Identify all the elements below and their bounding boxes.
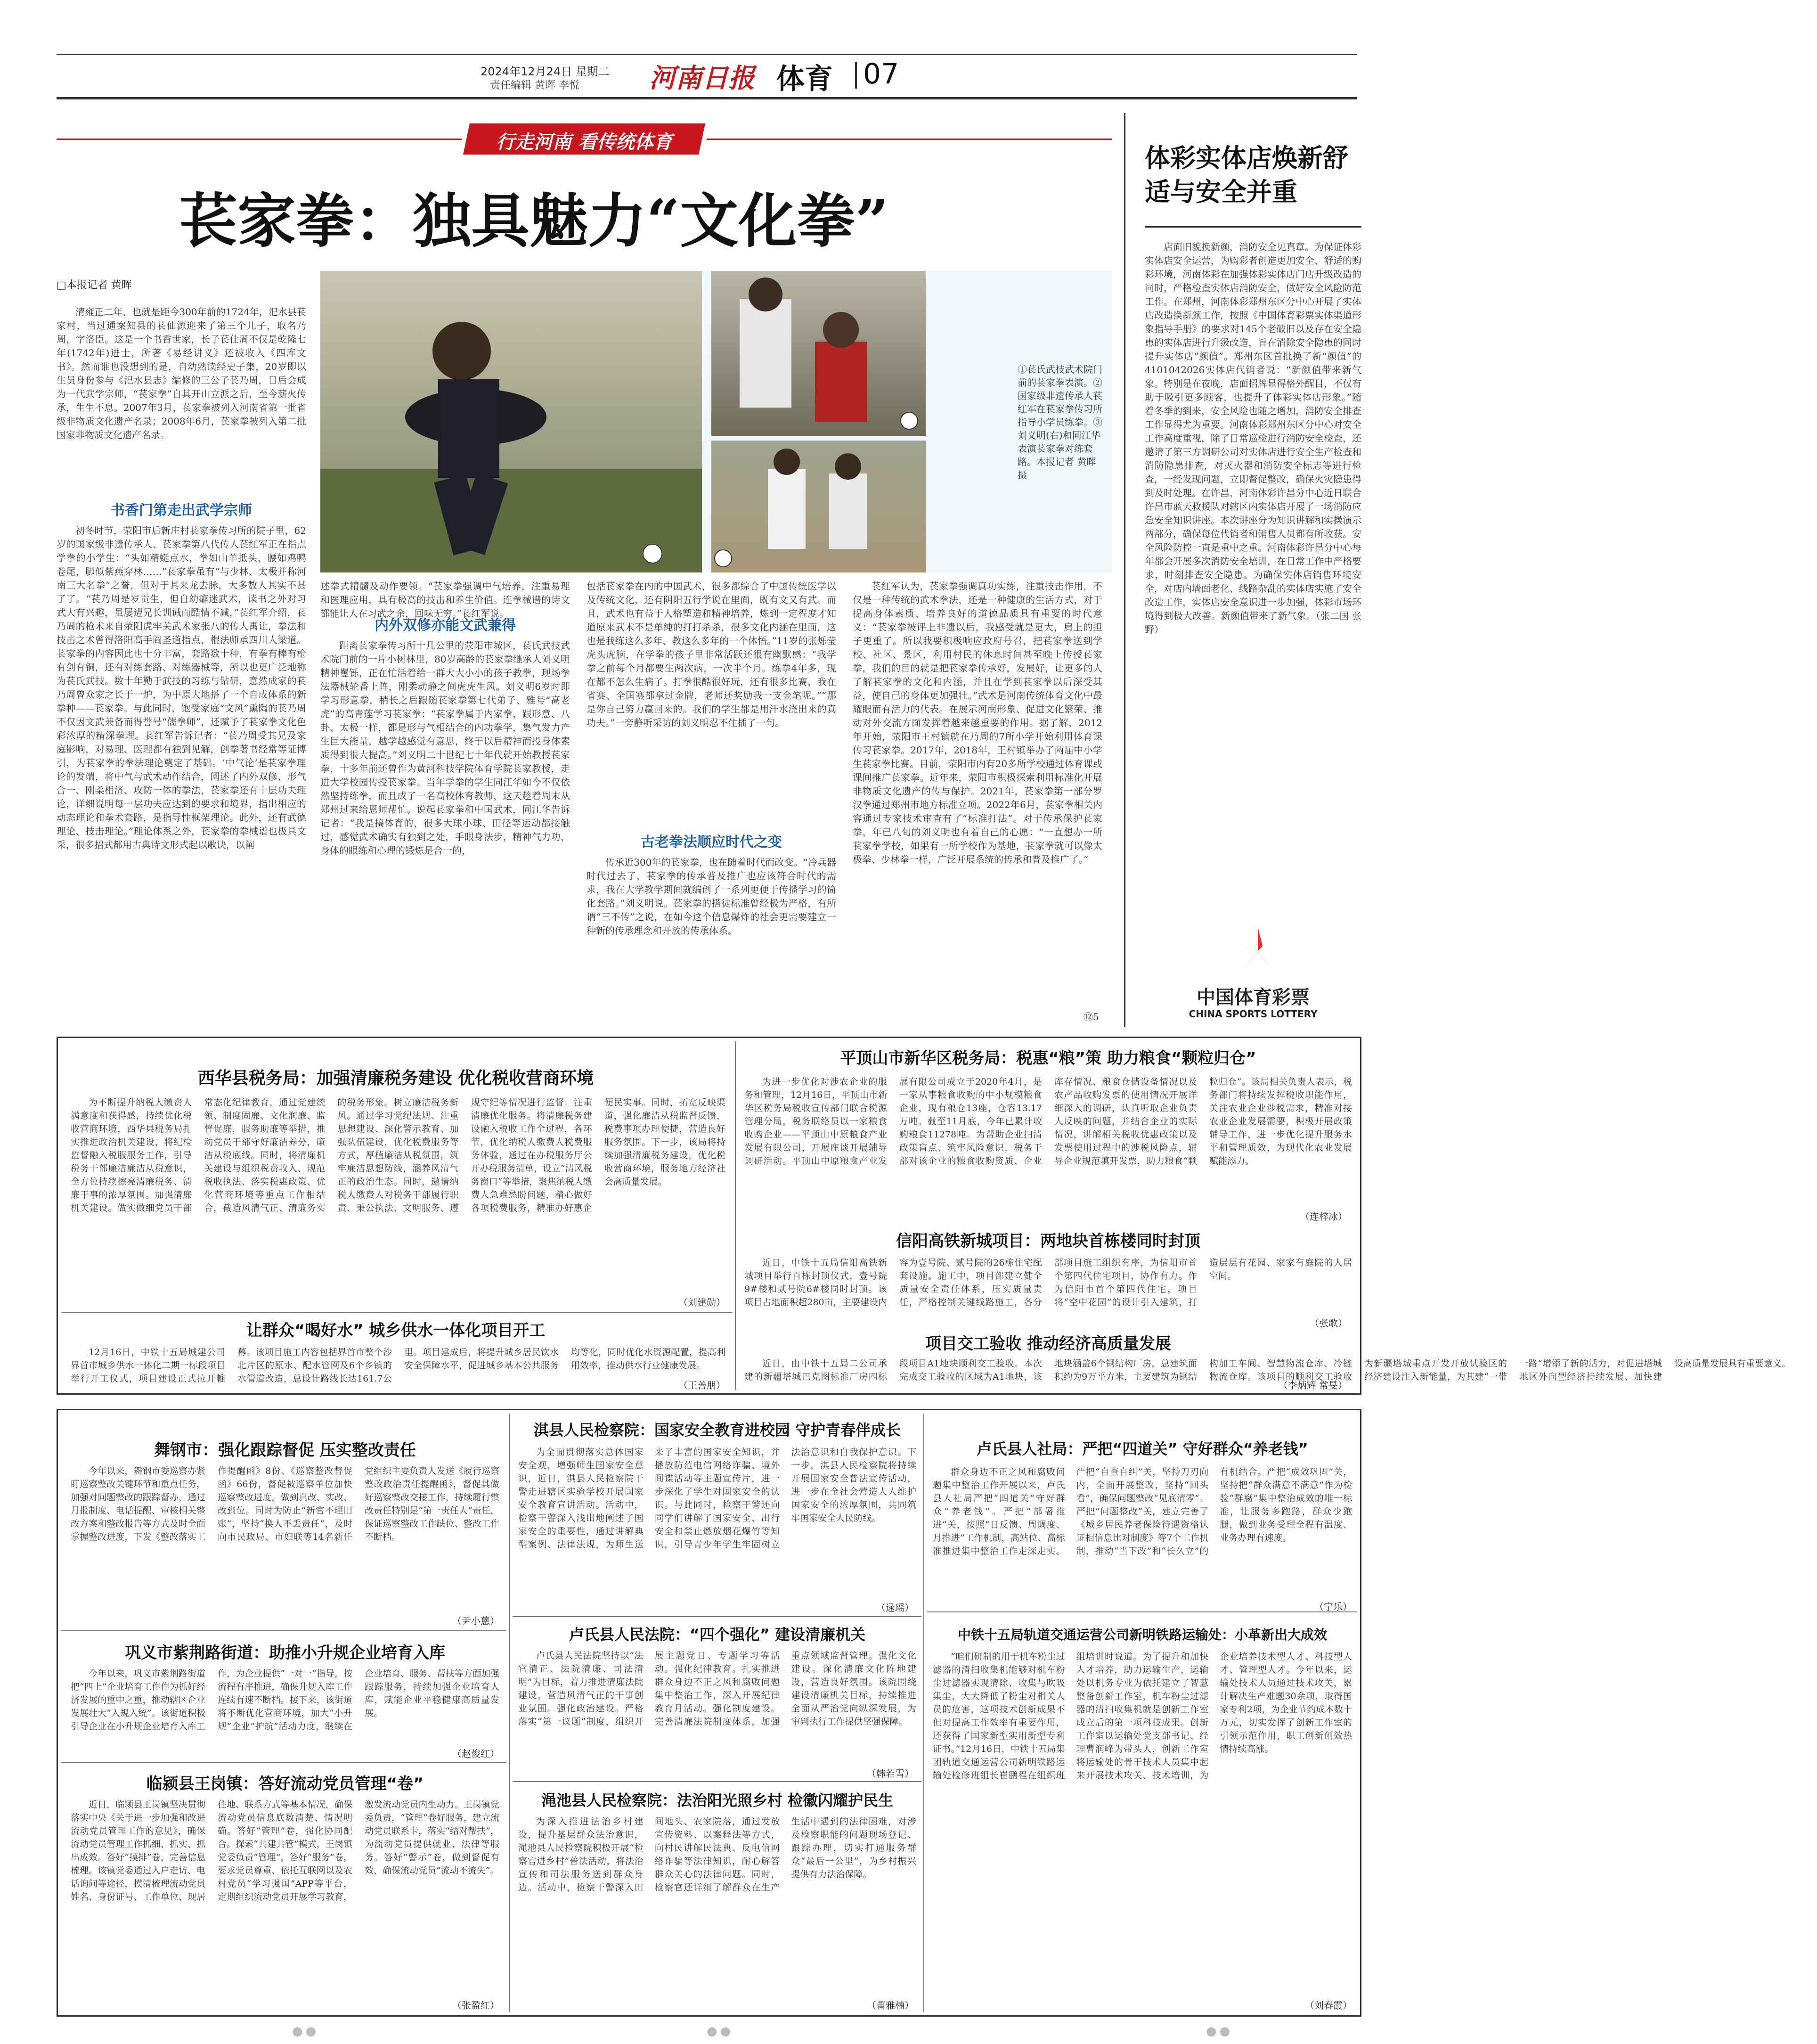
page-number: 07 bbox=[863, 57, 899, 90]
article-lushi-body: 群众身边不正之风和腐败问题集中整治工作开展以来，卢氏县人社局严把“四道关”守好群众“养老钱”。严把“部署推进”关，按照“日反馈、周调度、月推进”工作机制，高站位、高标准推进集中整治工作走深走实。严把“自查自纠”关，坚持刀刃向内，全面开展整改，坚持“回头看”，确保问题整改“见底清零”。严把“问题整改”关，建立完善了《城乡居民养老保险待遇资格认证相信息比对制度》等7个工作机制，推动“当下改”和“长久立”的有机结合。严把“成效巩固”关，坚持把“群众满意不满意”作为检验“群腐”集中整治成效的唯一标准，让服务多跑路，群众少跑腿，做到业务受理全程有温度、业务办理有速度。 bbox=[933, 1467, 1352, 1556]
article-linying-author: （张盈红） bbox=[452, 2000, 499, 2011]
middle-divider-v bbox=[735, 1041, 736, 1390]
footer-dots-left: ●● bbox=[292, 2024, 319, 2038]
article-water-title: 让群众“喝好水” 城乡供水一体化项目开工 bbox=[246, 1321, 546, 1340]
sidebar-title-rule bbox=[1145, 226, 1361, 228]
series-banner-text: 行走河南 看传统体育 bbox=[496, 131, 672, 153]
article-luchi-body: 卢氏县人民法院坚持以“法官清正、法院清廉、司法清明”为目标，着力推进清廉法院建设，营造风清气正的干事创业氛围。强化政治建设。严格落实“第一议题”制度，组织开展主题党日、专题学习等活动。强化纪律教育。扎实推进群众身边不正之风和腐败问题集中整治工作，深入开展纪律教育月活动。强化制度建设。完善清廉法院制度体系，加强重点领域监督管理。强化文化建设。深化清廉文化阵地建设，营造良好氛围。该院围绕建设清廉机关目标，持续推进全面从严治党向纵深发展，为审判执行工作提供坚强保障。 bbox=[518, 1651, 916, 1727]
article-xihua-body: 为不断提升纳税人缴费人满意度和获得感，持续优化税收营商环境，西华县税务局扎实推进政治机关建设，将纪检监督融入税服服务工作，引导税务干部廉洁廉洁从税意识，全方位持续擦亮清廉税务、清廉干事的浓厚氛围。加强清廉机关建设。做实做细党员干部常态化纪律教育，通过党建统领、制度固廉、文化润廉、监督促廉，服务助廉等举措，推动党员干部守好廉洁养分，廉洁从税底线。同时，将清廉机关建设与组织税费收入、规范税收执法、落实税惠政策、优化营商环境等重点工作相结合，截造风清气正、清廉务实的税务形象。树立廉洁税务新风。通过学习党纪法规、注重思想建设、深化警示教育、加强队伍建设，优化税费服务等方式，厚植廉洁从税氛围，筑牢廉洁思想防线，涵养风清气正的政治生态。同时，邀请纳税人缴费人对税务干部履行职责、秉公执法、文明服务、遵规守纪等情况进行监督。注重清廉优化服务。将清廉税务建设融入税收工作全过程，各环节，优化纳税人缴费人税费服务体验，通过在办税服务厅公开办税服务清单，设立“清风税务窗口”等举措，聚焦纳税人缴费人急难愁盼问题，精心做好各项税费服务，精准办好惠企便民实事。同时，拓宽反映渠道，强化廉洁从税监督反馈，税费事项办理便捷，营造良好服务氛围。下一步，该局将持续加强清廉税务建设，优化税收营商环境，服务地方经济社会高质量发展。 bbox=[71, 1097, 725, 1213]
bottom-divider-v1 bbox=[509, 1414, 510, 2012]
main-intro: 清雍正二年，也就是距今300年前的1724年，汜水县苌家村，当过通案知县的苌仙源迎来了第三个儿子，取名乃周，字洛臣。这是一个书香世家，长子苌仕周不仅是乾隆七年(1742年)进士，所著《易经讲义》还被收入《四库文书》。然而谁也没想到的是，自幼熟读经史子集，20岁即以生员身份参与《汜水县志》编修的三公子苌乃周，日后会成为一代武学宗师，“苌家拳”自其开山立派之后，至今薪火传承，生生不息。2007年3月，苌家拳被列入河南省第一批省级非物质文化遗产名录；2008年6月，苌家拳被列入第二批国家非物质文化遗产名录。 bbox=[57, 306, 306, 441]
article-xihua-author: （刘建勋） bbox=[678, 1297, 725, 1308]
section-name: 体育 bbox=[776, 63, 833, 96]
photo-3 bbox=[711, 441, 926, 572]
middle-divider-h bbox=[61, 1312, 733, 1313]
article-luchi-author: （韩若雪） bbox=[867, 1768, 914, 1779]
article-wugang-author: （尹小蒽） bbox=[452, 1615, 499, 1627]
main-byline: □本报记者 黄晖 bbox=[57, 279, 132, 291]
article-luchi-title: 卢氏县人民法院：“四个强化” 建设清廉机关 bbox=[569, 1626, 866, 1643]
main-subheading-2: 内外双修亦能文武兼得 bbox=[375, 617, 516, 634]
section-divider bbox=[855, 62, 857, 89]
article-xihua-title: 西华县税务局：加强清廉税务建设 优化税收营商环境 bbox=[197, 1069, 594, 1088]
bottom-divider-h3 bbox=[513, 1616, 921, 1617]
photo-collage bbox=[320, 271, 1112, 572]
main-subheading-3: 古老拳法顺应时代之变 bbox=[641, 834, 782, 850]
article-xiangmu-author: （李炳辉 常旻） bbox=[1278, 1380, 1347, 1391]
masthead-rule-top bbox=[57, 54, 1357, 55]
footer-dots-right: ●● bbox=[1206, 2024, 1233, 2038]
lottery-logo bbox=[1192, 924, 1324, 980]
article-mianchi-body: 为深入推进法治乡村建设，提升基层群众法治意识，渑池县人民检察院积极开展“检察官进乡村”普法活动，将法治宣传和司法服务送到群众身边。活动中，检察干警深入田间地头、农家院落，通过发放宣传资料、以案释法等方式，向村民讲解民法典、反电信网络诈骗等法律知识，耐心解答群众关心的法律问题。同时，检察官还详细了解群众在生产生活中遇到的法律困难，对涉及检察职能的问题现场登记、跟踪办理，切实打通服务群众“最后一公里”，为乡村振兴提供有力法治保障。 bbox=[518, 1816, 916, 1893]
main-end-mark: ⑫5 bbox=[1084, 1011, 1099, 1022]
banner-rule-left bbox=[57, 139, 462, 140]
article-wugang-body: 今年以来，舞钢市委巡察办紧盯巡察整改关键环节和重点任务，加强对问题整改的跟踪督办，通过月报制度、电话提醒、审核相关整改方案和整改报告等方式及时全面掌握整改进度，下发《整改落实工作提醒函》8份、《巡察整改督促函》66份，督促被巡察单位加快巡察整改进度，做到真改、实改、改到位。同时为防止“新官不理旧账”，坚持“换人不丢责任”，及时向市民政局、市妇联等14名新任党组织主要负责人发送《履行巡察整改政治责任提醒函》，督促其做好巡察整改交接工作，持续履行整改责任特别是“第一责任人”责任，保证巡察整改工作缺位、整改工作不断档。 bbox=[71, 1466, 499, 1542]
photo-captions: ①苌氏武技武术院门前的苌家拳表演。②国家级非遗传承人苌红军在苌家拳传习所指导小学员练拳。③刘义明(右)和同江华表演苌家拳对练套路。本报记者 黄晖 摄 bbox=[1018, 364, 1102, 481]
article-mianchi-author: （曹雅楠） bbox=[867, 2000, 914, 2011]
bottom-divider-h1 bbox=[61, 1630, 506, 1631]
article-xiangmu-body: 近日，由中铁十五局二公司承建的新疆塔城巴克图标准厂房四标段项目A1地块顺利交工验收。本次完成交工验收的区域为A1地块，该地块涵盖6个钢结构厂房，总建筑面积约为9万平方米，主要建筑为钢结构加工车间、智慧物流仓库、冷链物流仓库。该项目的顺利交工验收为新疆塔城重点开发开放试验区的经济建设注入新能量，为其建“一带一路”增添了新的活力，对促进塔城地区外向型经济持续发展、加快建设高质量发展具有重要意义。 bbox=[744, 1358, 1791, 1382]
article-xiangmu-title: 项目交工验收 推动经济高质量发展 bbox=[925, 1334, 1171, 1353]
photo-2 bbox=[711, 271, 926, 436]
footer-dots-center: ●● bbox=[707, 2024, 734, 2038]
article-gongyi-body: 今年以来，巩义市紫荆路街道把“四上”企业培育工作作为抓好经济发展的重中之重，推动辖区企业发展壮大“入规入统”。该街道积极引导企业在小升规企业培育入库工作，为企业提供“一对一”指导，按流程有序推进，确保升规入库工作连续有速不断档。接下来，该街道将不断优化营商环境，加大“小升规”企业“护航”活动力度，继续在企业培育、服务、帮扶等方面加强跟踪服务，持续加强企业培育人库，赋能企业平稳健康高质量发展。 bbox=[71, 1668, 499, 1732]
article-linying-body: 近日，临颍县王岗镇坚决贯彻落实中央《关于进一步加强和改进流动党员管理工作的意见》，确保流动党员管理工作抓细、抓实、抓出成效。答好“摸排”卷，完善信息梳理。该镇党委通过入户走访、电话询问等途径，摸清梳理流动党员姓名、身份证号、工作单位、现居住地、联系方式等基本情况，确保流动党员信息底数清楚、情况明确。答好“管理”卷，强化协同配合。探索“共建共管”模式，王岗镇党委负责“管理”，答好“服务”卷，要求党员尊重、依托互联网以及农村党员“学习强国”APP等平台，定期组织流动党员开展学习教育，激发流动党员内生动力。王岗镇党委负责，“管理”卷好服务，建立流动党员联系卡，落实“结对帮扶”，为流动党员提供就业、法律等服务。答好“警示”卷，做到督促有效，确保流动党员“流动不流失”。 bbox=[71, 1799, 499, 1902]
sidebar-title: 体彩实体店焕新舒适与安全并重 bbox=[1145, 143, 1348, 207]
article-xinyang-title: 信阳高铁新城项目：两地块首栋楼同时封顶 bbox=[896, 1232, 1200, 1251]
main-col3b: 传承近300年的苌家拳，也在随着时代而改变。“冷兵器时代过去了，苌家拳的传承普及推广也应该符合时代的需求，我在大学教学期间就编创了一系列更便于传播学习的简化套路。”刘义明说。苌家拳的搭徒标准曾经极为严格，有所谓“三不传”之说，在如今这个信息爆炸的社会更需要建立一种新的传承理念和开放的传承体系。 bbox=[587, 857, 836, 936]
article-lushi-title: 卢氏县人社局：严把“四道关” 守好群众“养老钱” bbox=[977, 1440, 1308, 1458]
article-mianchi-title: 渑池县人民检察院：法治阳光照乡村 检徽闪耀护民生 bbox=[541, 1791, 894, 1809]
article-gongyi-title: 巩义市紫荆路街道：助推小升规企业培育入库 bbox=[125, 1643, 445, 1662]
article-xinyang-body: 近日，中铁十五局信阳高铁新城项目举行百栋封顶仪式，壹号院9#楼和贰号院6#楼同时封顶。该项目占地面积超280亩，主要建设内容为壹号院、贰号院的26栋住宅配套设施。施工中，项目部建立健全质量安全责任体系，压实质量责任，严格控制关键线路施工，各分部项目施工组织有序，为信阳市首个第四代住宅项目，协作有力。作为信阳市首个第四代住宅，项目将“空中花园”的设计引入建筑，打造层层有花园、家家有庭院的人居空间。 bbox=[744, 1258, 1352, 1308]
article-zhongtie-title: 中铁十五局轨道交通运营公司新明铁路运输处：小革新出大成效 bbox=[957, 1627, 1327, 1643]
main-col3: 包括苌家拳在内的中国武术，很多都综合了中国传统医学以及传统文化，还有阴阳五行学说在里面，既有文又有武。而且，武术也有益于人格塑造和精神培养，炼到一定程度才知道原来武术不是单纯的打打杀杀，很多文化内涵在里面，这也是我练这么多年、教这么多年的一个体悟。”11岁的张烁莹虎头虎脑，在学拳的孩子里非常活跃还很有幽默感：“我学拳之前每个月都要生两次病，一次半个月。练拳4年多，现在都不怎么生病了。打拳很酷很好玩，还有很多比赛，我在省赛、全国赛都拿过金牌，老师还奖励我一支金笔呢。”“那是你自己努力赢回来的。我们的学生都是用汗水浇出来的真功夫。”一旁静听采访的刘义明忍不住插了一句。 bbox=[587, 580, 836, 728]
bottom-divider-h2 bbox=[61, 1762, 506, 1763]
article-qixian-author: （逯瑶） bbox=[876, 1602, 914, 1613]
sidebar-body: 店面旧貌换新颜，消防安全见真章。为保证体彩实体店安全运营，为购彩者创造更加安全、舒适的购彩环境，河南体彩在加强体彩实体店门店升级改造的同时，严格检查实体店消防安全，做好安全风险防范工作。在郑州，河南体彩郑州东区分中心开展了实体店改造换新颜工作，按照《中国体育彩票实体渠道形象指导手册》的要求对145个老破旧以及存在安全隐患的实体店进行升级改造，旨在消除安全隐患的同时提升实体店“颜值”。郑州东区首批换了新“颜值”的41010420​26实体店代销者说：“新颜值带来新气象。特别是在夜晚，店面招牌显得格外醒目，不仅有助于吸引更多顾客，也提升了体彩实体店形象。”随着冬季的到来，安全风险也随之增加，消防安全排查工作显得尤为重要。河南体彩郑州东区分中心对安全工作高度重视，除了日常巡检进行消防安全检查，还邀请了第三方调研公司对实体店进行安全生产检查和消防隐患排查，对灭火器和消防安全标志等进行检查，一经发现问题，立即督促整改，确保火灾隐患得到及时处理。在许昌，河南体彩许昌分中心近日联合许昌市蓝天救援队对辖区内实体店开展了一场消防应急安全知识讲座。本次讲座分为知识讲解和实操演示两部分，确保每位代销者和销售人员都有所收获。安全风险防控一直是重中之重。河南体彩许昌分中心每年都会开展多次消防安全培训，在日常工作中严格要求，时刻排查安全隐患。为确保实体店销售环境安全，对店内墙面老化、线路杂乱的实体店实施了安全改造工作，实体店安全意识进一步加强，体彩市场环境得到极大改善。新颜值带来了新气象。（张二国 张野） bbox=[1145, 241, 1361, 635]
masthead-rule-bottom bbox=[57, 97, 1357, 99]
article-linying-title: 临颍县王岗镇：答好流动党员管理“卷” bbox=[146, 1774, 424, 1793]
photo-1 bbox=[320, 271, 702, 572]
article-water-body: 12月16日，中铁十五局城建公司界首市城乡供水一体化二期一标段项目举行开工仪式，项目建设正式拉开帷幕。该项目施工内容包括界首市整个沙北片区的原水、配水管网及6个乡镇的水管道改造，总设计路线长达161.7公里。项目建成后，将提升城乡居民饮水安全保障水平，促进城乡基本公共服务均等化，同时优化水资源配置，提高利用效率，推动供水行业健康发展。 bbox=[71, 1347, 725, 1384]
article-pingdingshan-title: 平顶山市新华区税务局：税惠“粮”策 助力粮食“颗粒归仓” bbox=[840, 1049, 1256, 1068]
article-pingdingshan-body: 为进一步优化对涉农企业的服务和管理，12月16日，平顶山市新华区税务局税收宣传部门联合税源管理分局，税务联络员以一家粮食收购企业——平顶山中原粮食产业发展有限公司，开展座谈开展辅导调研活动。平顶山中原粮食产业发展有限公司成立于2020年4月，是一家从事粮食收购的中小规模粮食企业，现有粮仓13座，仓容13.17万吨。截至11月底，今年已累计收购粮食11278吨。为帮助企业扫清政策盲点、筑牢风险意识，税务干部对该企业的粮食收购资质、企业库存情况、粮食仓储设备情况以及农产品收购发票的使用情况开展详细深入的调研，认真听取企业负责人反映的问题，并结合企业的实际情况，讲解相关税收优惠政策以及发票使用过程中的涉税风险点，辅导企业规范填开发票，助力粮食“颗粒归仓”。该局相关负责人表示，税务部门将持续发挥税收职能作用，关注农业企业涉税需求，精准对接农业企业发展需要，积极开展政策辅导工作，进一步优化提升服务水平和管理质效，为现代化农业发展赋能添力。 bbox=[744, 1077, 1352, 1166]
main-subheading-1: 书香门第走出武学宗师 bbox=[111, 502, 252, 519]
article-xinyang-author: （张歌） bbox=[1310, 1317, 1347, 1329]
article-pingdingshan-author: （连梓冰） bbox=[1300, 1211, 1347, 1222]
sidebar-divider bbox=[1124, 113, 1125, 1027]
bottom-divider-h4 bbox=[513, 1781, 921, 1782]
article-gongyi-author: （赵俊红） bbox=[452, 1748, 499, 1759]
lottery-star-icon bbox=[1192, 924, 1324, 980]
article-zhongtie-author: （刘春霞） bbox=[1305, 2000, 1352, 2011]
masthead bbox=[0, 0, 1413, 99]
paper-logo: 河南日报 bbox=[649, 63, 755, 94]
lottery-logo-cn: 中国体育彩票 bbox=[1197, 987, 1310, 1008]
article-wugang-title: 舞钢市：强化跟踪督促 压实整改责任 bbox=[154, 1441, 416, 1460]
main-col1: 初冬时节，荥阳市后新庄村苌家拳传习所的院子里，62岁的国家级非遗传承人、苌家拳第八代传人苌红军正在指点学拳的小学生：“头如精蜓点水，拳如山羊抵头，腰如鸡鸭卷尾，脚似紫燕穿林……”苌家拳虽有“与少林、太极并称河南三大名拳”之誉，但对于其来龙去脉，大多数人其实不甚了了。“苌乃周是岁贡生，但自幼癖迷武术，读书之外对习武大有兴趣，虽屡遭兄长训诫而酷情不减，”苌红军介绍，苌乃周的枪术来自荥阳虎牢关武术家张八的传人禹让，拳法和技击之术曾得洛阳高手阎圣道指点，棍法师承四川人梁道。苌家拳的内容因此也十分丰富，套路数十种，有拳有棒有枪有剑有铜，还有对练套路、对练器械等，所以也更广泛地称为苌氏武技。数十年勤于武技的习练与钻研，意然成家的苌乃周曾众家之长于一炉，为中原大地搭了一个自成体系的新拳种——苌家拳。与此同时，饱受家庭“文风”熏陶的苌乃周不仅因文武兼备而得誉号“儒拳师”，还赋予了苌家拳文化色彩浓厚的精深拳理。苌红军告诉记者：“苌乃周受其兄及家庭影响，对易理、医理都有独到见解，创拳著书经常等证博引，为苌家拳的拳法理论奠定了基础。‘中气论’是苌家拳理论的发端，将中气与武术动作结合，阐述了内外双修、形气合一、刚柔相济、攻防一体的拳法，苌家拳还有十层功夫理论，详细说明每一层功夫应达到的要求和境界，指出相应的动态理论和拳术套路，是指导性框架理论。此外，还有武德理论、技击理论。”理论体系之外，苌家拳的拳械谱也极具文采，很多招式都用古典诗文形式起以歌诀，以阐 bbox=[57, 525, 306, 850]
bottom-divider-v2 bbox=[923, 1414, 924, 2012]
banner-rule-right bbox=[707, 139, 1112, 140]
main-col2: 述拳式精髓及动作要领。“苌家拳强调中气培养，注重易理和医理应用，具有极高的技击和养生价值。连拳械谱的诗文都能让人在习武之余，回味无穷。”苌红军说。 bbox=[320, 580, 570, 619]
article-qixian-title: 淇县人民检察院：国家安全教育进校园 守护青春伴成长 bbox=[533, 1421, 901, 1439]
main-title: 苌家拳：独具魅力“文化拳” bbox=[179, 187, 889, 255]
article-water-author: （王善朋） bbox=[678, 1380, 725, 1391]
masthead-date: 2024年12月24日 星期二 bbox=[481, 65, 610, 78]
article-lushi-author: （宁乐） bbox=[1314, 1601, 1352, 1612]
masthead-editors: 责任编辑 黄晖 李悦 bbox=[490, 80, 579, 91]
article-zhongtie-body: “咱们研制的用于机车粉尘过滤器的清扫收集机能够对机车粉尘过滤器实现清除、收集与吹吸集尘，大大降低了粉尘对相关人员的危害，这项技术创新成果不但对提高工作效率有重要作用，还获得了国家新型实用新型专利证书。”12月16日，中铁十五局集团轨道交通运营公司新明铁路运输处检修班组长崔鹏程在组织班组培训时说道。为了提升和加快人才培养，助力运输生产，运输处以机务专业为依托建立了智慧整备创新工作室，机车粉尘过滤器的清扫收集机就是创新工作室成立后的第一项科技成果。创新工作室以运输处党支部书记、经理曹润峰为带头人，创新工作室将运输处的骨干技术人员集中起来开展技术攻关、技术培训，为企业培养技术型人才、科技型人才、管理型人才。今年以来，运输处技术人员通过技术攻关，累计解决生产难题30余项，取得国家专利2项，为企业节约成本数十万元，切实发挥了创新工作室的引领示范作用，职工创新创效热情持续高涨。 bbox=[933, 1652, 1352, 1781]
main-col4: 苌红军认为，苌家拳强调真功实练，注重技击作用，不仅是一种传统的武术拳法，还是一种健康的生活方式，对于提高身体素质、培养良好的道德品质具有重要的时代意义：“苌家拳被评上非遗以后，我感受就是更大，肩上的担子更重了。所以我要积极响应政府号召，把苌家拳送到学校、社区、景区，利用村民的休息时间甚至晚上传授苌家拳，我们的目的就是把苌家拳传承好，发展好，让更多的人了解苌家拳的文化和内涵，并且在学到苌家拳以后深受其益，使自己的身体更加强壮。”武术是河南传统体育文化中最耀眼而有活力的代表。在展示河南形象、促进文化繁荣、推动对外交流方面发挥着越来越重要的作用。据了解，2012年开始，荥阳市王村镇就在乃周的7所小学开始利用体育课传习苌家拳。2017年，2018年，王村镇举办了两届中小学生苌家拳比赛。目前，荥阳市内有20多所学校通过体育课或课间推广苌家拳。近年来，荥阳市积极探索利用标准化开展非物质文化遗产的传与保护。2021年，苌家拳第一部分罗汉拳通过郑州市地方标准立项。2022年6月，苌家拳相关内容通过专家技术审查有了“标准打法”。对于传承保护苌家拳，年已八旬的刘义明也有着自己的心愿：“一直想办一所苌家拳学校，如果有一所学校作为基地，苌家拳就可以像太极拳、少林拳一样，广泛开展系统的传承和普及推广了。” bbox=[853, 580, 1102, 865]
main-photo-area bbox=[320, 271, 1112, 572]
lottery-logo-en: CHINA SPORTS LOTTERY bbox=[1189, 1008, 1318, 1020]
article-qixian-body: 为全面贯彻落实总体国家安全观，增强师生国家安全意识，近日，淇县人民检察院干警走进辖区实验学校开展国家安全教育宣讲活动。活动中，检察干警深入浅出地阐述了国家安全的重要性，通过讲解典型案例、法律法规，为师生送来了丰富的国家安全知识，并播放防范电信网络诈骗、境外间谍活动等主题宣传片，进一步深化了学生对国家安全的认识。与此同时，检察干警还向同学们讲解了国家安全、出行安全和禁止燃放烟花爆竹等知识，引导青少年学生牢固树立法治意识和自我保护意识。下一步，淇县人民检察院将持续开展国家安全普法宣传活动，进一步在全社会营造人人维护国家安全的浓厚氛围，共同筑牢国家安全人民防线。 bbox=[518, 1447, 916, 1550]
main-col2b: 距离苌家拳传习所十几公里的荥阳市城区，苌氏武技武术院门前的一片小树林里，80岁高龄的苌家拳继承人刘义明精神矍铄，正在忙活着给一群大大小小的孩子教拳，现场拳法器械轮番上阵，刚柔动静之间虎虎生风。刘义明6岁时即学习形意拳，稍长之后跟随苌家拳第七代弟子、雅号“高老虎”的高青莲学习苌家拳：“苌家拳属于内家拳，跟形意、八卦、太极一样，都是形与气相结合的内功拳学，集气发力产生巨大能量，越学越感觉有意思，终于以后精神而投身体素质得到很大提高。”刘义明二十世纪七十年代就开始教授苌家拳，十多年前还曾作为黄河科技学院体育学院苌家教授，走进大学校园传授苌家拳。当年学拳的学生同江华如今不仅依然坚持练拳，而且成了一名高校体育教师，这天趁着周末从郑州过来给恩师帮忙。说起苌家拳和中国武术，同江华告诉记者：“我是搞体育的，很多大球小球、田径等运动都接触过，感觉武术确实有独到之处，手眼身法步，精神气力功，身体的眼练和心理的锻炼是合一的， bbox=[320, 640, 570, 856]
